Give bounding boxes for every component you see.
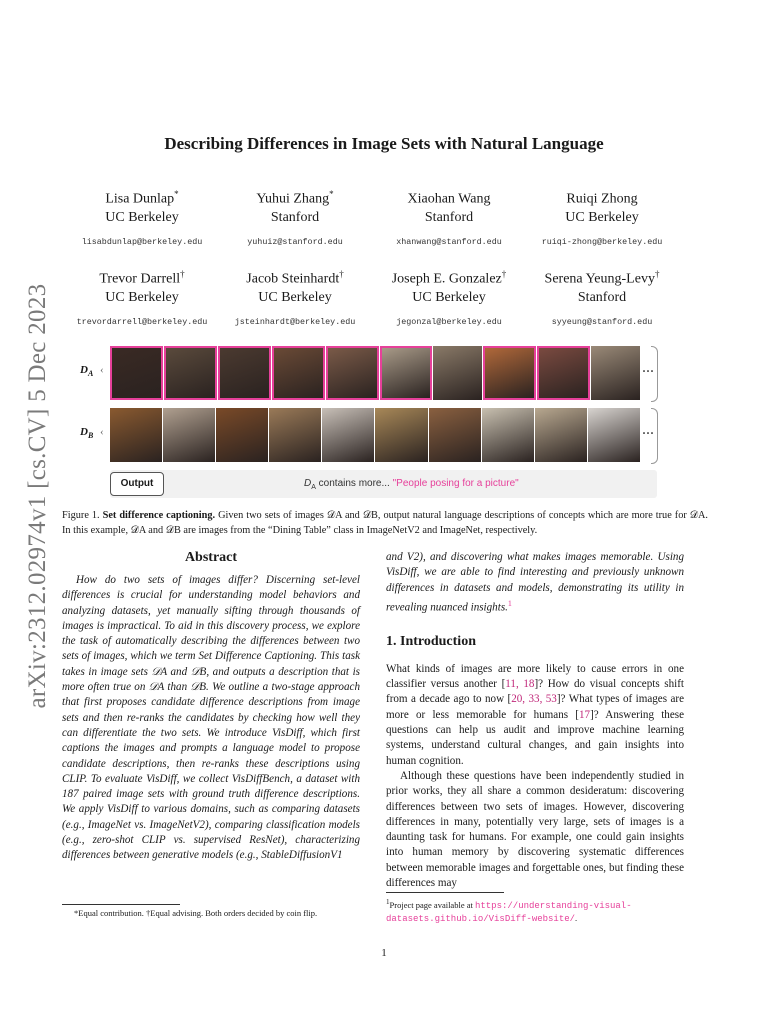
intro-paragraph-2: Although these questions have been independently studied in prior works, they all share a common desideratum: discovering differences between two sets of images. However, discovering differences in many, potentially very large, sets of images is a daunting task for humans. For example, one could gain insights into human memory by discovering systematic differences between memorable images and forgettable ones, but finding these differences may — [386, 769, 684, 890]
author-email[interactable]: lisabdunlap@berkeley.edu — [81, 236, 203, 247]
abstract-heading: Abstract — [184, 550, 238, 565]
page-number: 1 — [381, 947, 387, 959]
footnote-right: $^1$Project page available at https://understanding-visual-datasets.github.io/VisDiff-website/. — [386, 898, 632, 924]
set-b-image-7 — [429, 408, 481, 462]
author-name: Lisa Dunlap — [105, 191, 175, 207]
citation[interactable]: 11, 18 — [505, 678, 535, 691]
set-a-image-10 — [591, 346, 640, 400]
author-email[interactable]: syyeung@stanford.edu — [551, 316, 653, 327]
author-email[interactable]: yuhuiz@stanford.edu — [247, 236, 343, 247]
abstract-continuation: and V2), and discovering what makes images memorable. Using VisDiff, we are able to find interesting and previously unknown differences in datasets and models, demonstrating its utility in revealing nuanced insights.$^1$ — [386, 551, 684, 614]
row-a-ellipsis: ··· — [642, 364, 655, 378]
set-b-image-9 — [535, 408, 587, 462]
set-a-image-1 — [110, 346, 163, 400]
image-set-b — [110, 408, 640, 462]
author-affiliation: UC Berkeley — [565, 209, 639, 225]
row-b-ellipsis: ··· — [642, 426, 655, 440]
right-column — [386, 550, 684, 891]
row-b-brace — [651, 408, 658, 464]
row-a-brace — [651, 346, 658, 402]
set-b-image-1 — [110, 408, 162, 462]
author-affiliation: UC Berkeley — [258, 289, 332, 305]
introduction-heading: 1. Introduction — [386, 633, 476, 649]
author-affiliation: Stanford — [270, 209, 320, 225]
footnote-rule-right — [386, 892, 504, 893]
project-page-link[interactable]: https://understanding-visual-datasets.github.io/VisDiff-website/ — [386, 900, 632, 924]
row-b-chevron-icon: ‹ — [100, 426, 104, 438]
author-5: Trevor Darrell† UC Berkeley trevordarrell@berkeley.edu — [52, 265, 232, 331]
footnote-left: *Equal contribution. †Equal advising. Both orders decided by coin flip. — [74, 908, 318, 918]
author-affiliation: UC Berkeley — [105, 209, 179, 225]
set-b-image-5 — [322, 408, 374, 462]
output-button[interactable]: Output — [110, 472, 164, 496]
set-a-image-7 — [433, 346, 482, 400]
set-a-image-2 — [164, 346, 217, 400]
author-email[interactable]: ruiqi-zhong@berkeley.edu — [541, 236, 663, 247]
author-4 — [512, 185, 692, 251]
figure-caption: Figure 1. Set difference captioning. Given two sets of images 𝒟A and 𝒟B, output natural language descriptions of concepts which are more true for 𝒟A. In this example, 𝒟A and 𝒟B are images from the “Dining Table” class in ImageNetV2 and ImageNet, respectively. — [62, 510, 708, 536]
author-affiliation: Stanford — [577, 289, 627, 305]
set-a-image-9 — [537, 346, 590, 400]
set-b-image-3 — [216, 408, 268, 462]
set-a-image-6 — [380, 346, 433, 400]
author-6: Jacob Steinhardt† UC Berkeley jsteinhardt@berkeley.edu — [205, 265, 385, 331]
author-1: Lisa Dunlap* UC Berkeley lisabdunlap@berkeley.edu — [52, 185, 232, 251]
author-2: Yuhui Zhang* Stanford yuhuiz@stanford.edu — [205, 185, 385, 251]
left-column — [62, 550, 360, 864]
set-a-image-5 — [326, 346, 379, 400]
output-quote: "People posing for a picture" — [392, 478, 519, 489]
set-b-image-10 — [588, 408, 640, 462]
set-a-image-3 — [218, 346, 271, 400]
output-text: $D_A$ contains more... "People posing for a picture" — [304, 478, 519, 491]
set-b-image-6 — [375, 408, 427, 462]
author-email[interactable]: jegonzal@berkeley.edu — [396, 316, 502, 327]
author-8: Serena Yeung-Levy† Stanford syyeung@stanford.edu — [512, 265, 692, 331]
set-b-image-2 — [163, 408, 215, 462]
footnote-rule-left — [62, 904, 180, 905]
abstract-text: How do two sets of images differ? Discerning set-level differences is crucial for understanding model behaviors and analyzing datasets, yet manually sifting through thousands of images is impractical. To aid in this discovery process, we explore the task of automatically describing the differences between two sets of images, which we term Set Difference Captioning. This task takes in image sets 𝒟A and 𝒟B, and outputs a description that is more often true on 𝒟A than 𝒟B. We outline a two-stage approach that first proposes candidate difference descriptions from image sets and then re-ranks the candidates by checking how well they can differentiate the two sets. We introduce VisDiff, which first captions the images and prompts a language model to propose candidate descriptions, then re-ranks these descriptions using CLIP. To evaluate VisDiff, we collect VisDiffBench, a dataset with 187 paired image sets with ground truth difference descriptions. We apply VisDiff to various domains, such as comparing datasets (e.g., ImageNet vs. ImageNetV2), comparing classification models (e.g., zero-shot CLIP vs. supervised ResNet), characterizing differences between generative models (e.g., StableDiffusionV1 — [62, 574, 360, 862]
set-a-image-8 — [483, 346, 536, 400]
author-name: Joseph E. Gonzalez — [391, 271, 502, 287]
arxiv-side-stamp: arXiv:2312.02974v1 [cs.CV] 5 Dec 2023 — [24, 283, 51, 709]
author-name: Xiaohan Wang — [407, 191, 491, 207]
set-b-image-4 — [269, 408, 321, 462]
author-name: Yuhui Zhang — [256, 191, 330, 207]
author-email[interactable]: jsteinhardt@berkeley.edu — [234, 316, 356, 327]
author-name: Trevor Darrell — [99, 271, 181, 287]
author-name: Ruiqi Zhong — [566, 191, 638, 207]
author-name: Jacob Steinhardt — [246, 271, 340, 287]
paper-title: Describing Differences in Image Sets with Natural Language — [164, 134, 604, 153]
intro-paragraph-1: What kinds of images are more likely to cause errors in one classifier versus another [11, 18]? How do visual concepts shift from a decade ago to now [20, 33, 53]? What types of images are more or less memorable for humans [17]? Answering these questions can help us audit and improve machine learning systems, understand cultural changes, and gain insights into human cognition. — [386, 662, 685, 767]
row-a-label: $D_A$ — [80, 364, 94, 379]
row-a-chevron-icon: ‹ — [100, 364, 104, 376]
author-affiliation: UC Berkeley — [412, 289, 486, 305]
citation[interactable]: 20, 33, 53 — [511, 693, 557, 706]
author-email[interactable]: trevordarrell@berkeley.edu — [76, 316, 208, 327]
citation[interactable]: 17 — [579, 708, 591, 721]
set-b-image-8 — [482, 408, 534, 462]
author-affiliation: UC Berkeley — [105, 289, 179, 305]
row-b-label: $D_B$ — [80, 426, 94, 441]
author-name: Serena Yeung-Levy — [544, 271, 655, 287]
author-7: Joseph E. Gonzalez† UC Berkeley jegonzal@berkeley.edu — [359, 265, 539, 331]
set-a-image-4 — [272, 346, 325, 400]
author-affiliation: Stanford — [424, 209, 474, 225]
author-email[interactable]: xhanwang@stanford.edu — [396, 236, 502, 247]
image-set-a — [110, 346, 640, 400]
